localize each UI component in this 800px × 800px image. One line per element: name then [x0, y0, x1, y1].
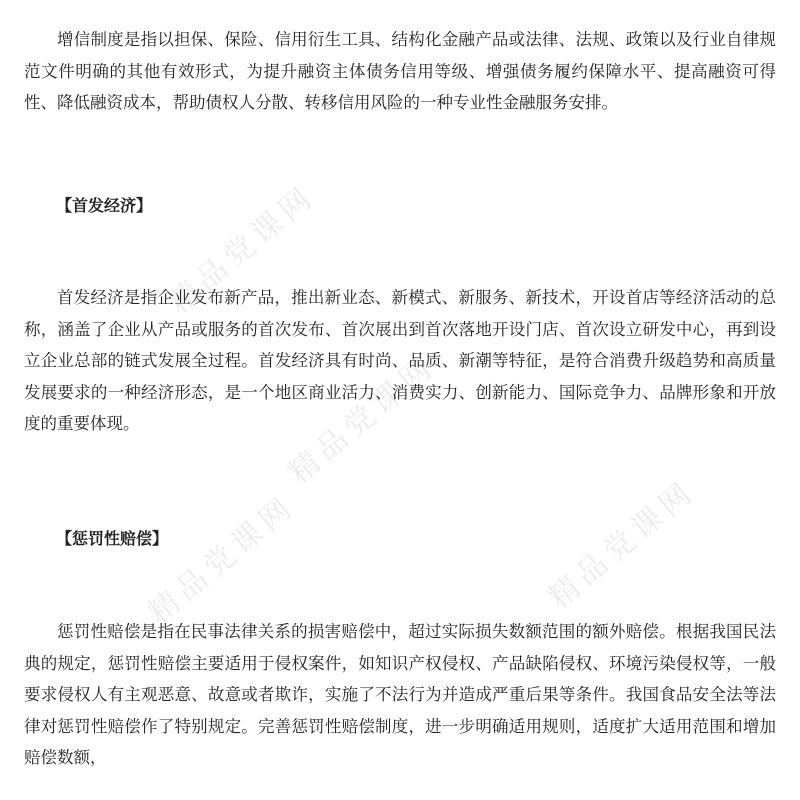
guarantee-paragraph: 增信制度是指以担保、保险、信用衍生工具、结构化金融产品或法律、法规、政策以及行业自律规范文件明确的其他有效形式，为提升融资主体债务信用等级、增强债务履约保障水平、提高融资可得性、降低融资成本，帮助债权人分散、转移信用风险的一种专业性金融服务安排。 — [24, 30, 776, 112]
debut-economy-heading: 【首发经济】 — [56, 196, 153, 215]
watermark-text: 精品党课网 — [542, 473, 703, 616]
watermark-text: 精品党课网 — [162, 178, 323, 321]
watermark-text: 精品党课网 — [142, 488, 303, 631]
watermark-text: 精品党课网 — [282, 348, 443, 491]
punitive-damages-paragraph: 惩罚性赔偿是指在民事法律关系的损害赔偿中，超过实际损失数额范围的额外赔偿。根据我国民法典的规定，惩罚性赔偿主要适用于侵权案件，如知识产权侵权、产品缺陷侵权、环境污染侵权等，一般要求侵权人有主观恶意、故意或者欺诈，实施了不法行为并造成严重后果等条件。我国食品安全法等法律对惩罚性赔偿作了特别规定。完善惩罚性赔偿制度，进一步明确适用规则，适度扩大适用范围和增加赔偿数额， — [24, 622, 776, 767]
debut-economy-paragraph: 首发经济是指企业发布新产品，推出新业态、新模式、新服务、新技术，开设首店等经济活动的总称，涵盖了企业从产品或服务的首次发布、首次展出到首次落地开设门店、首次设立研发中心，再到设立企业总部的链式发展全过程。首发经济具有时尚、品质、新潮等特征，是符合消费升级趋势和高质量发展要求的一种经济形态，是一个地区商业活力、消费实力、创新能力、国际竞争力、品牌形象和开放度的重要体现。 — [24, 288, 776, 433]
punitive-damages-heading: 【惩罚性赔偿】 — [56, 529, 169, 548]
